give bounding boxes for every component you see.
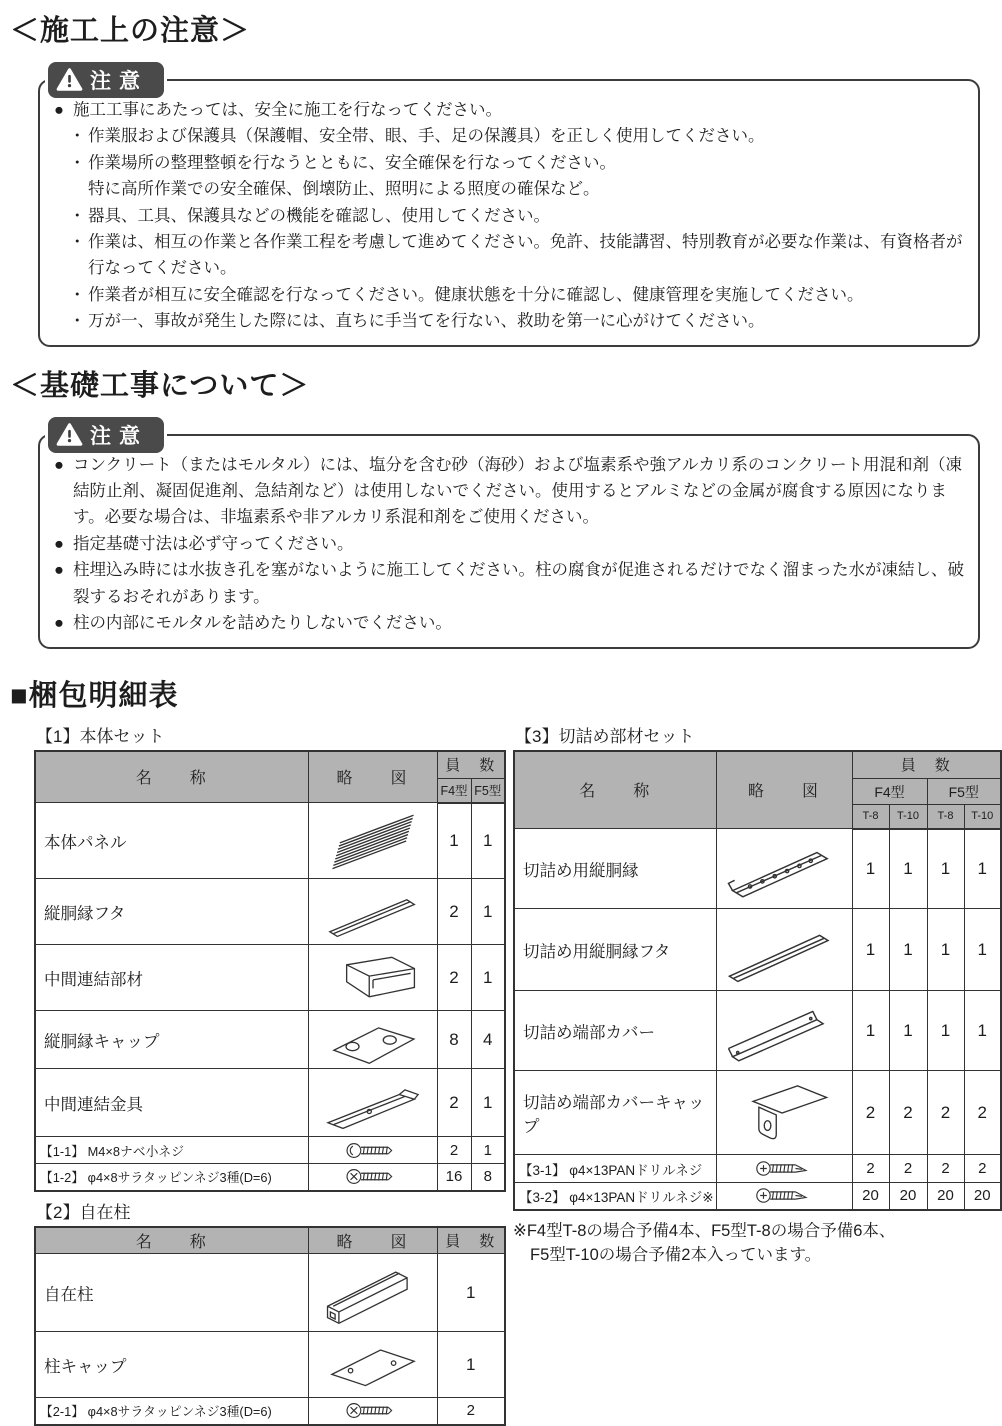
post-cap-icon xyxy=(315,1335,431,1395)
part-qty: 20 xyxy=(964,1183,1001,1210)
packing-tables xyxy=(34,720,994,1426)
col-header-f4: F4型 xyxy=(437,779,471,803)
drill-screw-icon xyxy=(755,1185,813,1206)
col-header-f4: F4型 xyxy=(852,779,927,805)
left-column xyxy=(34,720,504,1426)
part-qty: 16 xyxy=(437,1164,471,1191)
part-diagram xyxy=(308,1254,437,1332)
part-name: 柱キャップ xyxy=(35,1332,308,1398)
part-qty: 1 xyxy=(927,991,964,1071)
part-qty: 1 xyxy=(852,991,889,1071)
part-name: 【1-2】 φ4×8サラタッピンネジ3種(D=6) xyxy=(35,1164,308,1191)
holed-strip-icon xyxy=(719,833,849,905)
col-header-f5: F5型 xyxy=(471,779,505,803)
table-row xyxy=(35,1332,505,1398)
part-diagram xyxy=(716,991,852,1071)
cut-set-table xyxy=(513,750,1002,1211)
part-diagram xyxy=(716,909,852,991)
caution-label xyxy=(48,417,164,453)
caution-label-text: 注意 xyxy=(90,424,148,448)
part-diagram xyxy=(308,1137,437,1164)
table-row xyxy=(35,1254,505,1332)
table-row xyxy=(35,1069,505,1137)
part-qty: 2 xyxy=(852,1155,889,1183)
col-header-diagram: 略 図 xyxy=(716,751,852,829)
warning-triangle-icon xyxy=(56,423,83,447)
part-qty: 2 xyxy=(437,1069,471,1137)
part-qty: 2 xyxy=(437,1398,505,1425)
pan-screw-icon xyxy=(345,1140,401,1161)
part-name: 切詰め用縦胴縁フタ xyxy=(514,909,716,991)
part-name: 中間連結金具 xyxy=(35,1069,308,1137)
part-qty: 1 xyxy=(927,829,964,909)
col-header-t10: T-10 xyxy=(964,805,1001,829)
table-row xyxy=(35,1137,505,1164)
table-row xyxy=(35,879,505,945)
flat-head-screw-icon xyxy=(345,1400,401,1421)
part-diagram xyxy=(716,1183,852,1210)
part-qty: 2 xyxy=(964,1071,1001,1155)
col-header-t8: T-8 xyxy=(852,805,889,829)
part-qty: 1 xyxy=(889,909,927,991)
main-set-table xyxy=(34,750,506,1192)
part-diagram xyxy=(308,945,437,1011)
table-row xyxy=(514,1071,1001,1155)
note-line: ・ 器具、工具、保護具などの機能を確認し、使用してください。 xyxy=(69,206,550,225)
col-header-qty: 員 数 xyxy=(437,1227,505,1254)
part-qty: 2 xyxy=(437,1137,471,1164)
caution-label-text: 注意 xyxy=(90,70,148,93)
section-title-foundation: ＜基礎工事について＞ xyxy=(10,369,310,402)
table-row xyxy=(514,1155,1001,1183)
angle-cover-icon xyxy=(719,995,849,1067)
joint-bracket-icon xyxy=(313,1072,433,1134)
part-name: 自在柱 xyxy=(35,1254,308,1332)
table-row xyxy=(35,803,505,879)
part-diagram xyxy=(308,1398,437,1425)
note-line: ● 指定基礎寸法は必ず守ってください。 xyxy=(54,534,354,553)
caution-body xyxy=(54,97,964,335)
section-title-construction: ＜施工上の注意＞ xyxy=(10,15,251,47)
part-name: 【3-1】 φ4×13PANドリルネジ xyxy=(514,1155,716,1183)
part-qty: 2 xyxy=(437,945,471,1011)
part-name: 中間連結部材 xyxy=(35,945,308,1011)
table-row xyxy=(514,909,1001,991)
caution-box-construction xyxy=(38,70,980,347)
part-diagram xyxy=(308,1332,437,1398)
table-row xyxy=(514,829,1001,909)
col-header-name: 名 称 xyxy=(35,1227,308,1254)
part-qty: 2 xyxy=(852,1071,889,1155)
caution-label xyxy=(48,62,164,98)
part-qty: 8 xyxy=(471,1164,505,1191)
table-row xyxy=(35,1164,505,1191)
part-qty: 1 xyxy=(437,803,471,879)
table-row xyxy=(514,991,1001,1071)
spare-screws-footnote xyxy=(513,1219,1001,1267)
table-row xyxy=(35,945,505,1011)
part-qty: 2 xyxy=(927,1071,964,1155)
part-qty: 1 xyxy=(471,945,505,1011)
col-header-qty: 員 数 xyxy=(437,751,505,779)
part-name: 縦胴縁フタ xyxy=(35,879,308,945)
part-diagram xyxy=(308,879,437,945)
part-qty: 1 xyxy=(471,1137,505,1164)
part-qty: 4 xyxy=(471,1011,505,1069)
part-name: 本体パネル xyxy=(35,803,308,879)
post-set-table xyxy=(34,1226,506,1426)
part-name: 切詰め端部カバー xyxy=(514,991,716,1071)
note-line: ● コンクリート（またはモルタル）には、塩分を含む砂（海砂）および塩素系や強アルカリ系のコンクリート用混和剤（凍結防止剤、凝固促進剤、急結剤など）は使用しないでください。使用するとアルミなどの金属が腐食する原因になります。必要な場合は、非塩素系や非アルカリ系混和剤をご使用ください。 xyxy=(54,455,963,527)
part-qty: 1 xyxy=(964,829,1001,909)
part-diagram xyxy=(716,1071,852,1155)
panel-stack-icon xyxy=(313,806,433,876)
col-header-diagram: 略 図 xyxy=(308,751,437,803)
footnote-line: F5型T-10の場合予備2本入っています。 xyxy=(530,1245,822,1264)
table1-label: 【1】本体セット xyxy=(36,726,165,746)
table2-label: 【2】自在柱 xyxy=(36,1202,131,1222)
caution-body xyxy=(54,452,964,637)
part-name: 切詰め用縦胴縁 xyxy=(514,829,716,909)
part-qty: 2 xyxy=(889,1155,927,1183)
note-line: ● 施工工事にあたっては、安全に施工を行なってください。 xyxy=(54,101,502,119)
part-qty: 20 xyxy=(852,1183,889,1210)
table3-label: 【3】切詰め部材セット xyxy=(515,726,695,746)
cover-cap-icon xyxy=(724,1074,844,1152)
part-qty: 2 xyxy=(889,1071,927,1155)
part-diagram xyxy=(716,829,852,909)
part-qty: 1 xyxy=(889,829,927,909)
part-name: 切詰め端部カバーキャップ xyxy=(514,1071,716,1155)
note-line: ・ 作業場所の整理整頓を行なうとともに、安全確保を行なってください。 xyxy=(69,153,616,172)
part-qty: 20 xyxy=(889,1183,927,1210)
part-qty: 1 xyxy=(437,1254,505,1332)
note-line: ● 柱の内部にモルタルを詰めたりしないでください。 xyxy=(54,614,452,633)
table-row xyxy=(35,1011,505,1069)
channel-profile-icon xyxy=(313,946,433,1010)
warning-triangle-icon xyxy=(56,68,83,92)
part-qty: 2 xyxy=(927,1155,964,1183)
part-diagram xyxy=(308,1011,437,1069)
table-row xyxy=(514,1183,1001,1210)
part-qty: 20 xyxy=(927,1183,964,1210)
right-column xyxy=(513,720,1001,1426)
flat-head-screw-icon xyxy=(345,1166,401,1187)
note-line: ● 柱埋込み時には水抜き孔を塞がないように施工してください。柱の腐食が促進されるだけでなく溜まった水が凍結し、破裂するおそれがあります。 xyxy=(54,561,964,606)
part-qty: 1 xyxy=(927,909,964,991)
part-diagram xyxy=(308,1164,437,1191)
part-qty: 1 xyxy=(964,991,1001,1071)
note-line: ・ 万が一、事故が発生した際には、直ちに手当てを行ない、救助を第一に心がけてください。 xyxy=(69,312,765,331)
note-line: ・ 作業服および保護具（保護帽、安全帯、眼、手、足の保護具）を正しく使用してください。 xyxy=(69,127,765,146)
part-qty: 1 xyxy=(471,1069,505,1137)
part-qty: 1 xyxy=(852,829,889,909)
post-bar-icon xyxy=(313,1257,433,1329)
note-line: ・ 作業は、相互の作業と各作業工程を考慮して進めてください。免許、技能講習、特別教育が必要な作業は、有資格者が行なってください。 xyxy=(69,233,963,278)
col-header-t8: T-8 xyxy=(927,805,964,829)
part-qty: 1 xyxy=(471,879,505,945)
part-name: 【1-1】 M4×8ナベ小ネジ xyxy=(35,1137,308,1164)
cap-plate-icon xyxy=(315,1013,431,1067)
note-line: ・ 作業者が相互に安全確認を行なってください。健康状態を十分に確認し、健康管理を実施してください。 xyxy=(69,285,864,304)
part-name: 【3-2】 φ4×13PANドリルネジ※ xyxy=(514,1183,716,1210)
footnote-line: ※F4型T-8の場合予備4本、F5型T-8の場合予備6本、 xyxy=(513,1221,896,1240)
table-row xyxy=(35,1398,505,1425)
part-diagram xyxy=(716,1155,852,1183)
part-qty: 1 xyxy=(852,909,889,991)
part-qty: 2 xyxy=(437,879,471,945)
caution-box-foundation xyxy=(38,424,980,649)
drill-screw-icon xyxy=(755,1158,813,1179)
part-diagram xyxy=(308,1069,437,1137)
part-qty: 1 xyxy=(964,909,1001,991)
col-header-name: 名 称 xyxy=(514,751,716,829)
part-qty: 1 xyxy=(471,803,505,879)
col-header-f5: F5型 xyxy=(927,779,1001,805)
long-strip-icon xyxy=(719,913,849,987)
col-header-name: 名 称 xyxy=(35,751,308,803)
flat-bar-icon xyxy=(313,881,433,943)
packing-list-title: ■梱包明細表 xyxy=(10,679,179,712)
part-name: 縦胴縁キャップ xyxy=(35,1011,308,1069)
part-qty: 2 xyxy=(964,1155,1001,1183)
note-line: 特に高所作業での安全確保、倒壊防止、照明による照度の確保など。 xyxy=(88,180,600,199)
part-qty: 1 xyxy=(437,1332,505,1398)
part-name: 【2-1】 φ4×8サラタッピンネジ3種(D=6) xyxy=(35,1398,308,1425)
col-header-qty: 員 数 xyxy=(852,751,1001,779)
col-header-t10: T-10 xyxy=(889,805,927,829)
part-qty: 1 xyxy=(889,991,927,1071)
part-diagram xyxy=(308,803,437,879)
col-header-diagram: 略 図 xyxy=(308,1227,437,1254)
part-qty: 8 xyxy=(437,1011,471,1069)
